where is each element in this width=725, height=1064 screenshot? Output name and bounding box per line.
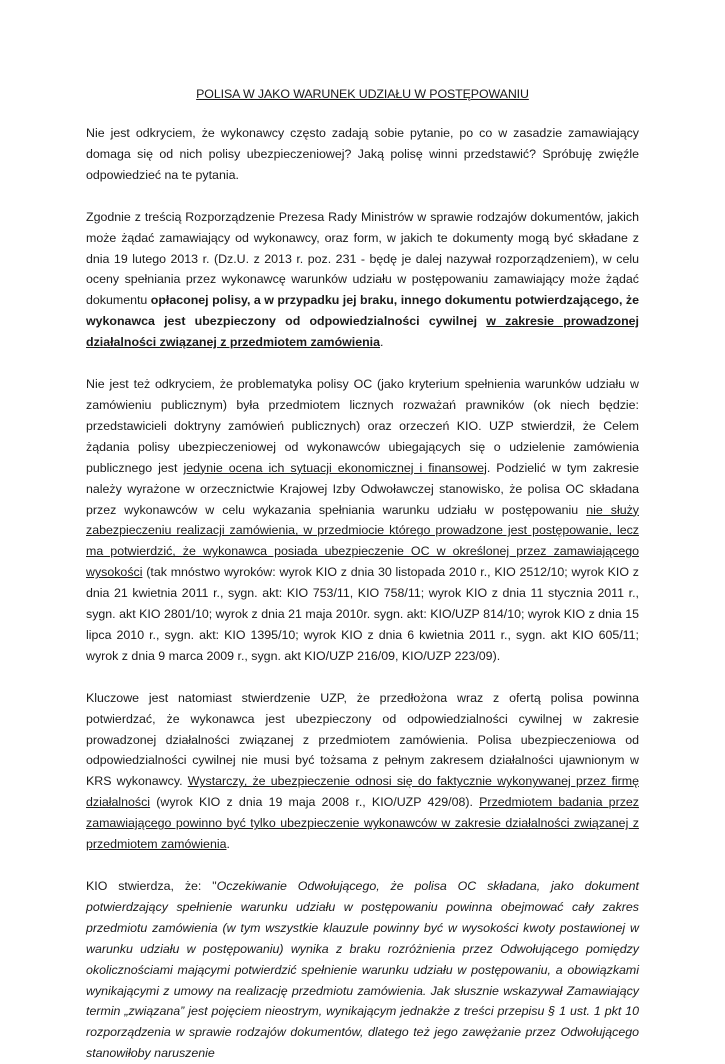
- uzp-underline-1: Wystarczy, że ubezpieczenie odnosi się do faktycznie wykonywanej przez firmę działalności: [86, 774, 639, 810]
- paragraph-kio-quote: [86, 876, 639, 1064]
- paragraph-regulation: [86, 207, 639, 353]
- uzp-text-2: (wyrok KIO z dnia 19 maja 2008 r., KIO/UZP 429/08).: [150, 795, 480, 810]
- paragraph-intro: Nie jest odkryciem, że wykonawcy często zadają sobie pytanie, po co w zasadzie zamawiający domaga się od nich polisy ubezpieczeniowej? Jaką polisę winni przedstawić? Spróbuję zwięźle odpowiedzieć na te pytania.: [86, 126, 639, 182]
- uzp-text-3: .: [226, 837, 230, 852]
- case-law-underline-1: jedynie ocena ich sytuacji ekonomicznej i finansowej: [183, 460, 487, 475]
- kio-quote-lead: KIO stwierdza, że: ": [86, 879, 217, 893]
- paragraph-case-law: [86, 374, 639, 667]
- paragraph-uzp-statement: [86, 688, 639, 855]
- case-law-text-3: (tak mnóstwo wyroków: wyrok KIO z dnia 30 listopada 2010 r., KIO 2512/10; wyrok KIO z dnia 21 kwietnia 2011 r., sygn. akt: KIO 753/11, KIO 758/11; wyrok KIO z dnia 11 stycznia 2011 r., sygn. akt KIO 2801/10; wyrok z dnia 21 maja 2010r. sygn. akt: KIO/UZP 814/10; wyrok KIO z dnia 15 lipca 2010 r., sygn. akt: KIO 1395/10; wyrok KIO z dnia 6 kwietnia 2011 r., sygn. akt KIO 605/11; wyrok z dnia 9 marca 2009 r., sygn. akt KIO/UZP 216/09, KIO/UZP 223/09).: [86, 565, 639, 663]
- regulation-bold-text: opłaconej polisy, a w przypadku jej braku, innego dokumentu potwierdzającego, że wykonawca jest ubezpieczony od odpowiedzialności cywilnej: [86, 293, 639, 329]
- uzp-underline-2: Przedmiotem badania przez zamawiającego powinno być tylko ubezpieczenie wykonawców w zakresie działalności związanej z przedmiotem zamówienia: [86, 795, 639, 852]
- regulation-bold-underlined-text: w zakresie prowadzonej działalności związanej z przedmiotem zamówienia: [86, 314, 639, 350]
- regulation-text: Zgodnie z treścią Rozporządzenie Prezesa Rady Ministrów w sprawie rodzajów dokumentów, jakich może żądać zamawiający od wykonawcy, oraz form, w jakich te dokumenty mogą być składane z dnia 19 lutego 2013 r. (Dz.U. z 2013 r. poz. 231 - będę je dalej nazywał rozporządzeniem), w celu oceny spełniania przez wykonawcę warunków udziału w postępowaniu zamawiający może żądać dokumentu: [86, 209, 639, 308]
- kio-quote-text: Oczekiwanie Odwołującego, że polisa OC składana, jako dokument potwierdzający spełnienie warunku udziału w postępowaniu powinna obejmować cały zakres przedmiotu zamówienia (w tym wszystkie klauzule powinny być w wysokości kwoty postawionej w warunku udziału w postępowaniu) wynika z braku rozróżnienia przez Odwołującego pomiędzy okolicznościami mającymi potwierdzić spełnienie warunku udziału w postępowaniu, a obowiązkami wynikającymi z umowy na realizację przedmiotu zamówienia. Jak słusznie wskazywał Zamawiający termin „związana” jest pojęciem nieostrym, wynikającym jednakże z treści przepisu § 1 ust. 1 pkt 10 rozporządzenia w sprawie rodzajów dokumentów, dlatego też jego zawężanie przez Odwołującego stanowiłoby naruszenie: [86, 879, 639, 1061]
- regulation-end: .: [380, 335, 384, 350]
- uzp-text-1: Kluczowe jest natomiast stwierdzenie UZP, że przedłożona wraz z ofertą polisa powinna potwierdzać, że wykonawca jest ubezpieczony od odpowiedzialności cywilnej w zakresie prowadzonej działalności związanej z przedmiotem zamówienia. Polisa ubezpieczeniowa od odpowiedzialności cywilnej nie musi być tożsama z pełnym zakresem działalności ujawnionym w KRS wykonawcy.: [86, 690, 639, 789]
- case-law-text-1: Nie jest też odkryciem, że problematyka polisy OC (jako kryterium spełnienia warunków udziału w zamówieniu publicznym) była przedmiotem licznych rozważań prawników (ok niech będzie: przedstawicieli doktryny zamówień publicznych) oraz orzeczeń KIO. UZP stwierdził, że Celem żądania polisy ubezpieczeniowej od wykonawców ubiegających się o udzielenie zamówienia publicznego jest: [86, 377, 639, 475]
- case-law-text-2: . Podzielić w tym zakresie należy wyrażone w orzecznictwie Krajowej Izby Odwoławczej stanowisko, że polisa OC składana przez wykonawców w celu wykazania spełniania warunku udziału w postępowaniu: [86, 460, 639, 517]
- page-title: POLISA W JAKO WARUNEK UDZIAŁU W POSTĘPOWANIU: [196, 87, 529, 101]
- case-law-underline-2: nie służy zabezpieczeniu realizacji zamówienia, w przedmiocie którego prowadzone jest postępowanie, lecz ma potwierdzić, że wykonawca posiada ubezpieczenie OC w określonej przez zamawiającego wysokości: [86, 502, 639, 580]
